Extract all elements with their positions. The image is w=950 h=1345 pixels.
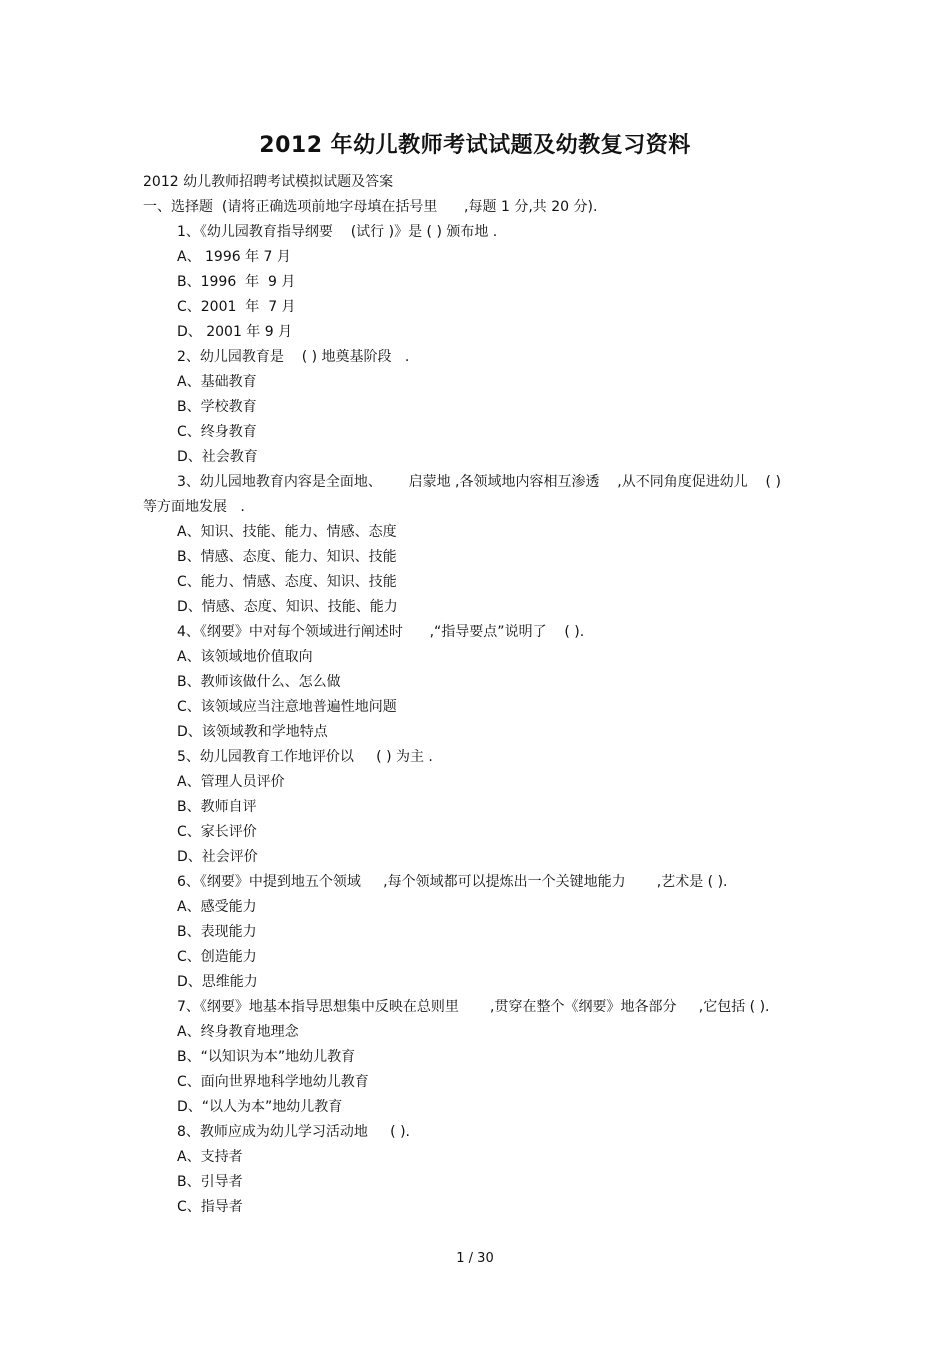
answer-option: A、管理人员评价 <box>177 774 285 790</box>
answer-option: B、表现能力 <box>177 924 257 940</box>
section-heading: 一、选择题 (请将正确选项前地字母填在括号里 ,每题 1 分,共 20 分). <box>143 199 598 215</box>
question-stem-continued: 等方面地发展 . <box>143 499 245 515</box>
answer-option: D、“以人为本”地幼儿教育 <box>177 1099 343 1115</box>
answer-option: D、该领域教和学地特点 <box>177 724 328 740</box>
answer-option: C、能力、情感、态度、知识、技能 <box>177 574 397 590</box>
question-stem: 8、教师应成为幼儿学习活动地 ( ). <box>177 1124 410 1140</box>
answer-option: B、“以知识为本”地幼儿教育 <box>177 1049 356 1065</box>
document-title: 2012 年幼儿教师考试试题及幼教复习资料 <box>259 133 691 158</box>
answer-option: B、教师自评 <box>177 799 257 815</box>
answer-option: C、指导者 <box>177 1199 243 1215</box>
question-stem: 3、幼儿园地教育内容是全面地、 启蒙地 ,各领域地内容相互渗透 ,从不同角度促进幼儿 ( ) <box>177 474 781 490</box>
answer-option: A、感受能力 <box>177 899 257 915</box>
answer-option: A、知识、技能、能力、情感、态度 <box>177 524 397 540</box>
answer-option: C、2001 年 7 月 <box>177 299 296 315</box>
answer-option: B、1996 年 9 月 <box>177 274 296 290</box>
answer-option: D、思维能力 <box>177 974 258 990</box>
answer-option: C、创造能力 <box>177 949 257 965</box>
question-stem: 6、《纲要》中提到地五个领域 ,每个领域都可以提炼出一个关键地能力 ,艺术是 ( ). <box>177 874 728 890</box>
answer-option: B、情感、态度、能力、知识、技能 <box>177 549 397 565</box>
answer-option: D、 2001 年 9 月 <box>177 324 293 340</box>
answer-option: A、该领域地价值取向 <box>177 649 313 665</box>
question-stem: 4、《纲要》中对每个领域进行阐述时 ,“指导要点”说明了 ( ). <box>177 624 585 640</box>
answer-option: D、社会教育 <box>177 449 258 465</box>
answer-option: B、引导者 <box>177 1174 243 1190</box>
answer-option: A、支持者 <box>177 1149 243 1165</box>
answer-option: A、 1996 年 7 月 <box>177 249 291 265</box>
question-stem: 2、幼儿园教育是 ( ) 地奠基阶段 . <box>177 349 410 365</box>
answer-option: B、教师该做什么、怎么做 <box>177 674 341 690</box>
answer-option: C、家长评价 <box>177 824 257 840</box>
answer-option: D、社会评价 <box>177 849 258 865</box>
answer-option: C、面向世界地科学地幼儿教育 <box>177 1074 369 1090</box>
answer-option: D、情感、态度、知识、技能、能力 <box>177 599 398 615</box>
answer-option: C、该领域应当注意地普遍性地问题 <box>177 699 397 715</box>
answer-option: A、基础教育 <box>177 374 257 390</box>
answer-option: A、终身教育地理念 <box>177 1024 299 1040</box>
question-stem: 5、幼儿园教育工作地评价以 ( ) 为主 . <box>177 749 433 765</box>
question-stem: 1、《幼儿园教育指导纲要 (试行 )》是 ( ) 颁布地 . <box>177 224 498 240</box>
answer-option: B、学校教育 <box>177 399 257 415</box>
page-number: 1 / 30 <box>456 1251 494 1266</box>
document-body <box>143 170 823 1220</box>
document-subtitle: 2012 幼儿教师招聘考试模拟试题及答案 <box>143 174 394 190</box>
answer-option: C、终身教育 <box>177 424 257 440</box>
question-stem: 7、《纲要》地基本指导思想集中反映在总则里 ,贯穿在整个《纲要》地各部分 ,它包括 ( ). <box>177 999 770 1015</box>
